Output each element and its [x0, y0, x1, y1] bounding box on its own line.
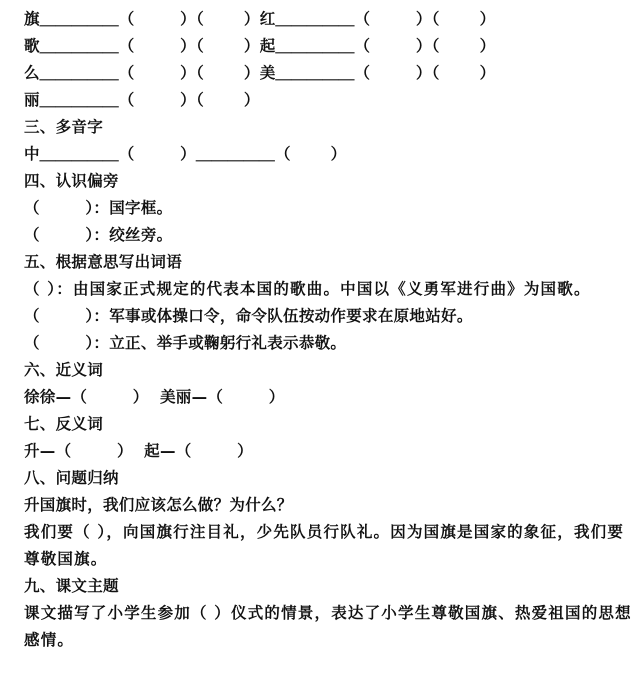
- pinyin-row-qi-hong: 旗＿＿＿＿＿（ ）（ ）红＿＿＿＿＿（ ）（ ）: [24, 10, 496, 28]
- section-heading-summary: 八、问题归纳: [24, 469, 119, 487]
- pinyin-row-me-mei: 么＿＿＿＿＿（ ）（ ）美＿＿＿＿＿（ ）（ ）: [24, 64, 496, 82]
- theme-text: 课文描写了小学生参加（ ）仪式的情景，表达了小学生尊敬国旗、热爱祖国的思想感情。: [24, 604, 632, 649]
- polyphone-row-zhong: 中＿＿＿＿＿（ ）＿＿＿＿＿（ ）: [24, 145, 347, 163]
- word-item-lizheng: （ ）：军事或体操口令，命令队伍按动作要求在原地站好。: [24, 307, 473, 325]
- summary-answer: 我们要（ ），向国旗行注目礼，少先队员行队礼。因为国旗是国家的象征，我们要尊敬国旗。: [24, 523, 625, 568]
- section-heading-write-words: 五、根据意思写出词语: [24, 253, 183, 271]
- radical-item-guozikuang: （ ）：国字框。: [24, 199, 173, 217]
- pinyin-row-li: 丽＿＿＿＿＿（ ）（ ）: [24, 91, 260, 109]
- section-heading-antonyms: 七、反义词: [24, 415, 104, 433]
- section-heading-radicals: 四、认识偏旁: [24, 172, 119, 190]
- section-heading-synonyms: 六、近义词: [24, 361, 104, 379]
- radical-item-jiaosipang: （ ）：绞丝旁。: [24, 226, 173, 244]
- word-item-jingli: （ ）：立正、举手或鞠躬行礼表示恭敬。: [24, 334, 347, 352]
- summary-question: 升国旗时，我们应该怎么做？为什么？: [24, 496, 293, 514]
- section-heading-polyphones: 三、多音字: [24, 118, 104, 136]
- word-item-guoge: （ ）：由国家正式规定的代表本国的歌曲。中国以《义勇军进行曲》为国歌。: [24, 280, 591, 298]
- worksheet-page: [24, 6, 634, 654]
- synonym-row: 徐徐—（ ） 美丽—（ ）: [24, 388, 285, 406]
- antonym-row: 升—（ ） 起—（ ）: [24, 442, 253, 460]
- section-heading-theme: 九、课文主题: [24, 577, 119, 595]
- pinyin-row-ge-qi: 歌＿＿＿＿＿（ ）（ ）起＿＿＿＿＿（ ）（ ）: [24, 37, 496, 55]
